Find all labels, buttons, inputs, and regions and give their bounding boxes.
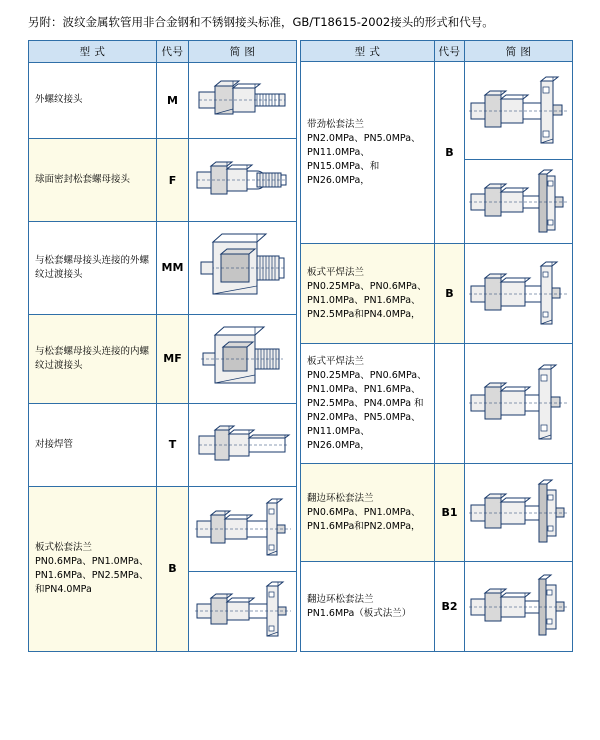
left-table	[28, 40, 297, 652]
table-row	[301, 464, 573, 562]
figure-lap-joint-loose-flange-2	[465, 562, 573, 652]
right-header-figure: 简 图	[465, 41, 573, 62]
row-code: F	[157, 139, 189, 222]
row-type-label: 翻边环松套法兰 PN0.6MPa、PN1.0MPa、PN1.6MPa和PN2.0MPa，	[301, 464, 435, 562]
left-header-figure: 简 图	[189, 41, 297, 63]
row-type-label: 板式平焊法兰 PN0.25MPa、PN0.6MPa、PN1.0MPa、PN1.6MPa、PN2.5MPa和PN4.0MPa，	[301, 244, 435, 344]
figure-lap-joint-loose-flange	[465, 464, 573, 562]
figure-internal-thread-transition-joint	[189, 314, 297, 403]
table-row	[301, 344, 573, 464]
table-row	[29, 139, 297, 222]
figure-threaded-male-joint	[189, 62, 297, 139]
row-code: B2	[435, 562, 465, 652]
table-row	[29, 314, 297, 403]
page-title: 另附：波纹金属软管用非合金钢和不锈钢接头标准，GB/T18615-2002接头的形式和代号。	[28, 15, 494, 29]
row-type-label: 球面密封松套螺母接头	[29, 139, 157, 222]
figure-butt-weld-pipe	[189, 403, 297, 486]
row-type-label: 对接焊管	[29, 403, 157, 486]
right-header-code: 代号	[435, 41, 465, 62]
left-header-code: 代号	[157, 41, 189, 63]
table-row	[29, 62, 297, 139]
figure-spherical-seal-union-nut-joint	[189, 139, 297, 222]
left-table-header-row	[29, 41, 297, 63]
right-table	[300, 40, 573, 652]
row-type-label: 外螺纹接头	[29, 62, 157, 139]
row-type-label: 翻边环松套法兰 PN1.6MPa（板式法兰）	[301, 562, 435, 652]
row-code	[435, 344, 465, 464]
row-code: B	[157, 486, 189, 651]
figure-plate-flat-weld-flange	[465, 244, 573, 344]
row-type-label: 与松套螺母接头连接的外螺纹过渡接头	[29, 221, 157, 314]
right-header-type: 型 式	[301, 41, 435, 62]
row-type-label: 与松套螺母接头连接的内螺纹过渡接头	[29, 314, 157, 403]
row-type-label: 板式松套法兰 PN0.6MPa、PN1.0MPa、PN1.6MPa、PN2.5MPa、和PN4.0MPa	[29, 486, 157, 651]
row-code: M	[157, 62, 189, 139]
figure-ribbed-loose-flange-2	[465, 160, 573, 244]
right-table-header-row	[301, 41, 573, 62]
row-code: MM	[157, 221, 189, 314]
left-header-type: 型 式	[29, 41, 157, 63]
table-row	[301, 562, 573, 652]
table-row	[29, 221, 297, 314]
row-code: T	[157, 403, 189, 486]
table-row	[29, 403, 297, 486]
row-type-label: 板式平焊法兰 PN0.25MPa、PN0.6MPa、PN1.0MPa、PN1.6MPa、PN2.5MPa、PN4.0MPa 和PN2.0MPa、PN5.0MPa、PN11.0MPa、PN26.0MPa，	[301, 344, 435, 464]
row-type-label: 带劲松套法兰 PN2.0MPa、PN5.0MPa、PN11.0MPa、PN15.0MPa、和PN26.0MPa，	[301, 62, 435, 244]
table-row	[301, 244, 573, 344]
figure-ribbed-loose-flange	[465, 62, 573, 160]
figure-plate-flat-weld-flange-2	[465, 344, 573, 464]
figure-plate-loose-flange	[189, 486, 297, 651]
tables-container	[28, 40, 573, 652]
figure-external-thread-transition-joint	[189, 221, 297, 314]
table-row	[301, 62, 573, 160]
row-code: MF	[157, 314, 189, 403]
row-code: B	[435, 62, 465, 244]
row-code: B	[435, 244, 465, 344]
row-code: B1	[435, 464, 465, 562]
table-row	[29, 486, 297, 651]
